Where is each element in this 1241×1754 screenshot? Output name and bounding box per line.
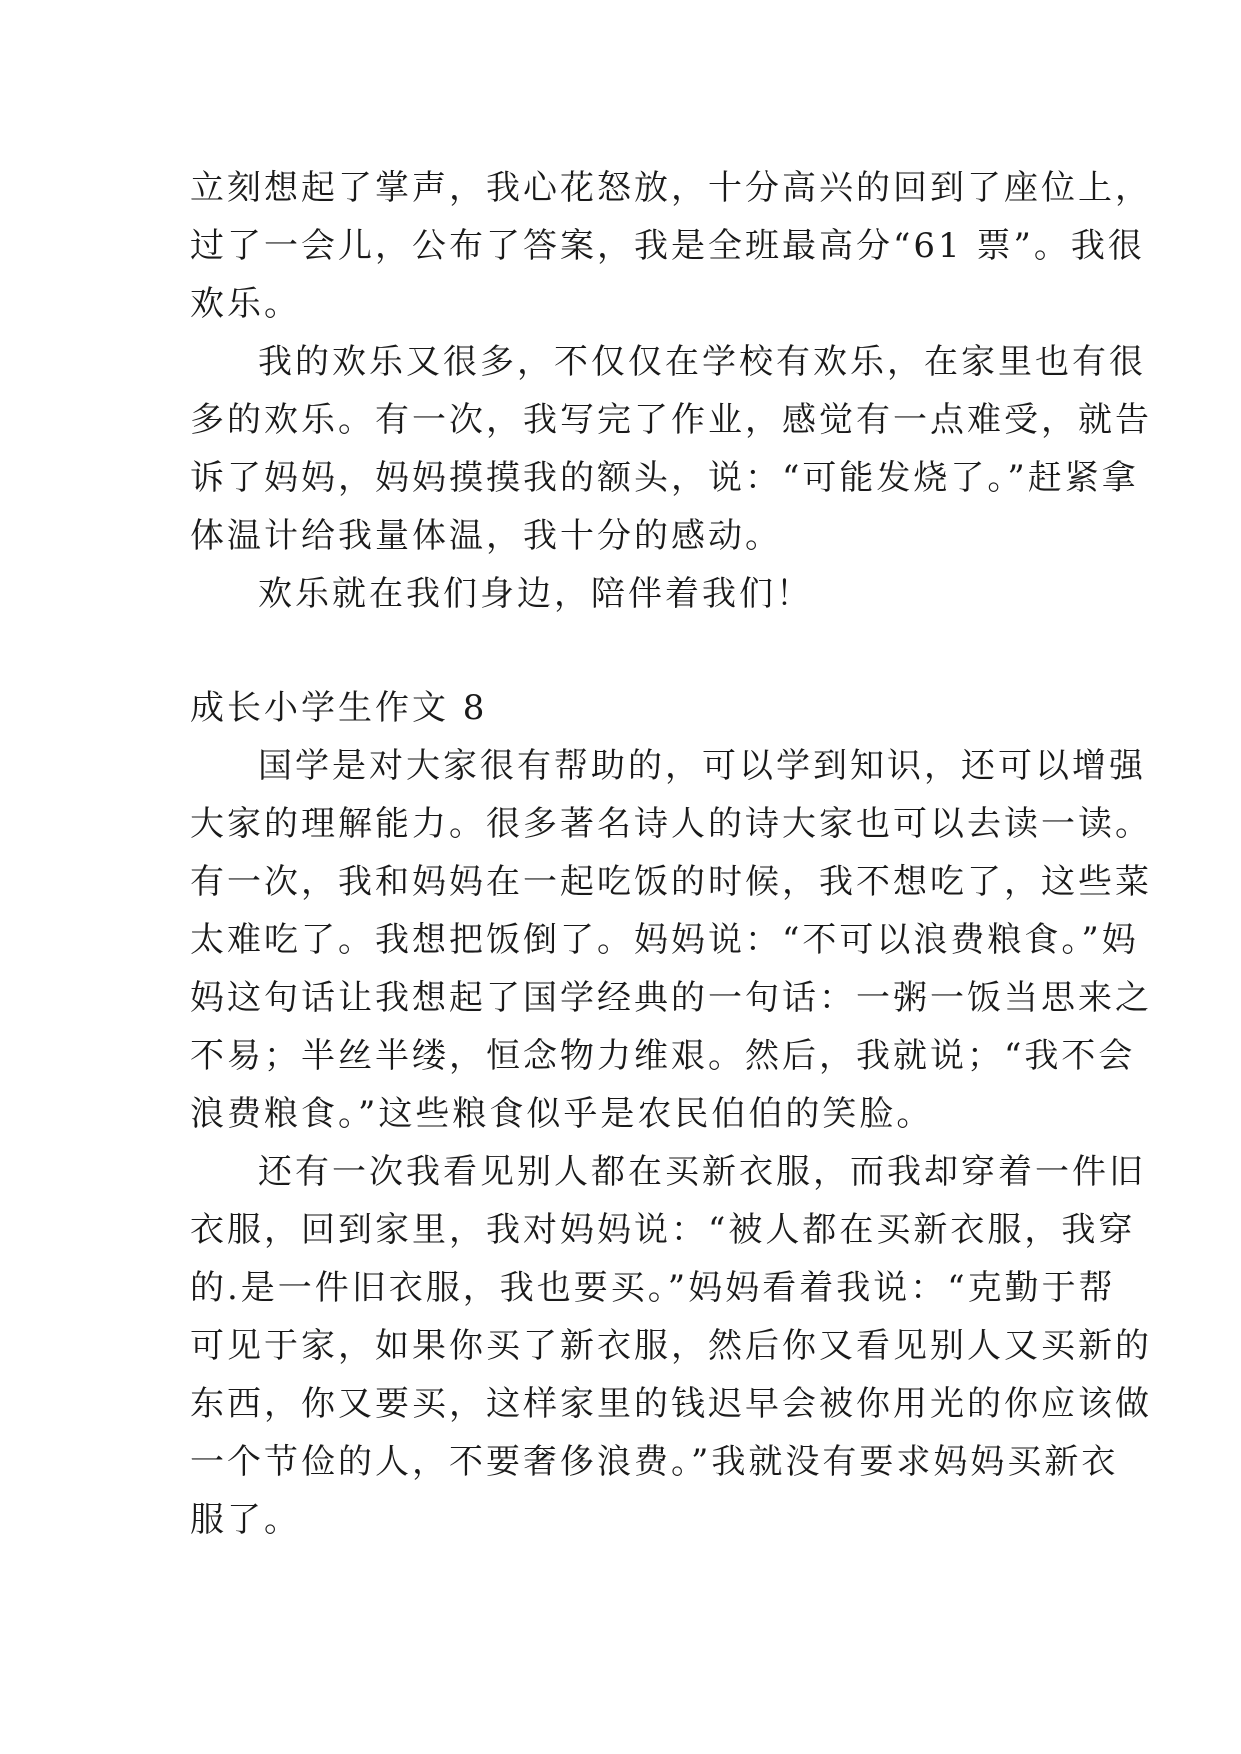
paragraph-line: 的.是一件旧衣服，我也要买。”妈妈看着我说：“克勤于帮 [190, 1268, 1116, 1308]
paragraph-line: 欢乐。 [190, 284, 301, 324]
paragraph-line: 衣服，回到家里，我对妈妈说：“被人都在买新衣服，我穿 [190, 1210, 1136, 1250]
paragraph-line: 妈这句话让我想起了国学经典的一句话：一粥一饭当思来之 [190, 978, 1152, 1018]
paragraph-line: 大家的理解能力。很多著名诗人的诗大家也可以去读一读。 [190, 804, 1152, 844]
paragraph-line: 太难吃了。我想把饭倒了。妈妈说：“不可以浪费粮食。”妈 [190, 920, 1139, 960]
paragraph-line: 有一次，我和妈妈在一起吃饭的时候，我不想吃了，这些菜 [190, 862, 1152, 902]
paragraph-line: 还有一次我看见别人都在买新衣服，而我却穿着一件旧 [258, 1152, 1146, 1192]
paragraph-line: 服了。 [190, 1500, 301, 1540]
paragraph-line: 立刻想起了掌声，我心花怒放，十分高兴的回到了座位上， [190, 168, 1152, 208]
paragraph-line: 国学是对大家很有帮助的，可以学到知识，还可以增强 [258, 746, 1146, 786]
paragraph-line: 过了一会儿，公布了答案，我是全班最高分“61 票”。我很 [190, 226, 1145, 266]
section-heading: 成长小学生作文 8 [190, 688, 488, 728]
paragraph-line: 可见于家，如果你买了新衣服，然后你又看见别人又买新的 [190, 1326, 1152, 1366]
paragraph-line: 欢乐就在我们身边，陪伴着我们！ [258, 574, 813, 614]
paragraph-line: 不易；半丝半缕，恒念物力维艰。然后，我就说；“我不会 [190, 1036, 1136, 1076]
paragraph-line: 东西，你又要买，这样家里的钱迟早会被你用光的你应该做 [190, 1384, 1152, 1424]
paragraph-line: 一个节俭的人，不要奢侈浪费。”我就没有要求妈妈买新衣 [190, 1442, 1119, 1482]
paragraph-line: 我的欢乐又很多，不仅仅在学校有欢乐，在家里也有很 [258, 342, 1146, 382]
paragraph-line: 多的欢乐。有一次，我写完了作业，感觉有一点难受，就告 [190, 400, 1152, 440]
paragraph-line: 浪费粮食。”这些粮食似乎是农民伯伯的笑脸。 [190, 1094, 934, 1134]
paragraph-line: 体温计给我量体温，我十分的感动。 [190, 516, 782, 556]
paragraph-line: 诉了妈妈，妈妈摸摸我的额头，说：“可能发烧了。”赶紧拿 [190, 458, 1139, 498]
